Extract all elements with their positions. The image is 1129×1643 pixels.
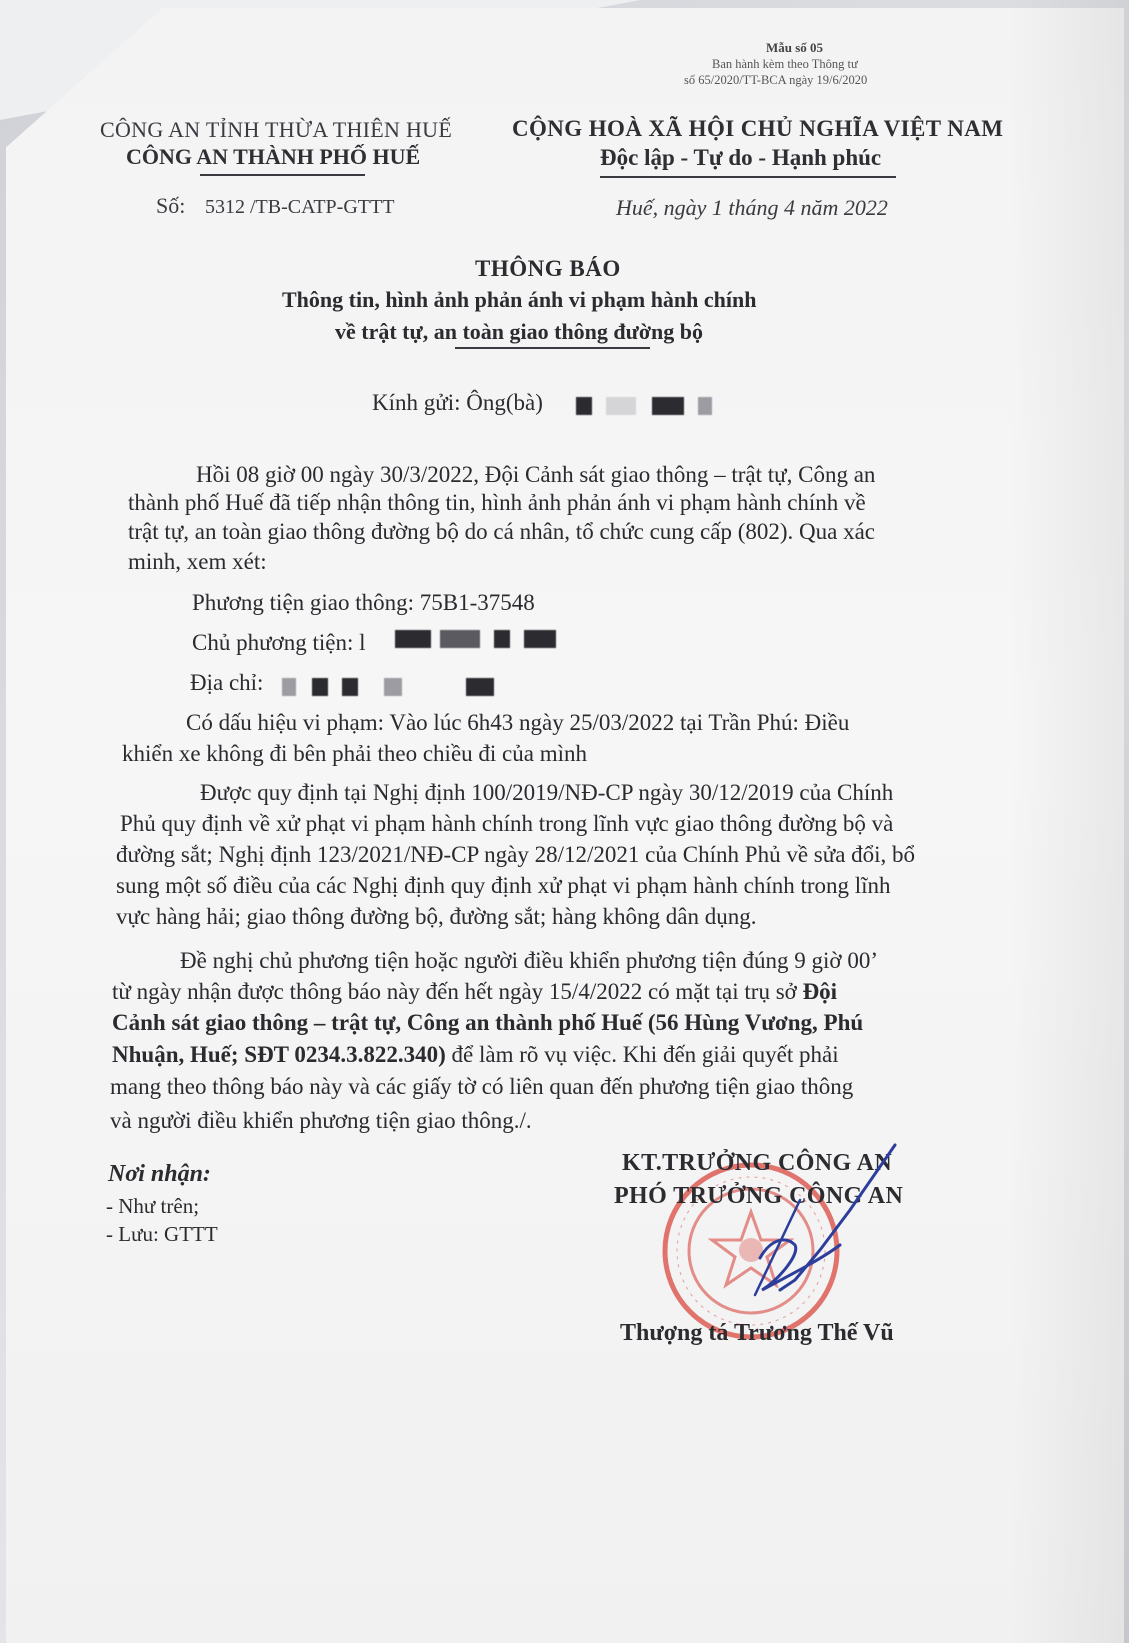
redacted-recipient-name xyxy=(652,397,684,415)
recipients-label: Nơi nhận: xyxy=(108,1161,211,1187)
redacted-recipient-name xyxy=(606,397,636,415)
body-line: khiển xe không đi bên phải theo chiều đi của mình xyxy=(122,741,587,766)
national-title: CỘNG HOÀ XÃ HỘI CHỦ NGHĨA VIỆT NAM xyxy=(512,116,1004,141)
signature-authority: KT.TRƯỞNG CÔNG AN xyxy=(622,1150,893,1176)
body-line: Có dấu hiệu vi phạm: Vào lúc 6h43 ngày 25/03/2022 tại Trần Phú: Điều xyxy=(186,710,850,735)
body-line: Được quy định tại Nghị định 100/2019/NĐ-CP ngày 30/12/2019 của Chính xyxy=(200,780,894,805)
redacted-address xyxy=(282,678,296,696)
body-text-bold: Đội xyxy=(802,979,838,1004)
vehicle-owner: Chủ phương tiện: l xyxy=(192,630,366,655)
body-line: Phủ quy định về xử phạt vi phạm hành chính trong lĩnh vực giao thông đường bộ và xyxy=(120,811,894,836)
recipient-item: - Lưu: GTTT xyxy=(106,1222,218,1246)
body-line xyxy=(112,1042,839,1068)
body-line: sung một số điều của các Nghị định quy định xử phạt vi phạm hành chính trong lĩnh xyxy=(116,873,891,898)
redacted-address xyxy=(466,678,494,696)
form-number: Mẫu số 05 xyxy=(766,40,824,55)
signature-title: PHÓ TRƯỞNG CÔNG AN xyxy=(614,1183,904,1209)
redacted-address xyxy=(384,678,402,696)
body-line xyxy=(112,979,837,1005)
recipient-item: - Như trên; xyxy=(106,1194,200,1218)
form-circular-ref: số 65/2020/TT-BCA ngày 19/6/2020 xyxy=(684,73,868,87)
parent-agency: CÔNG AN TỈNH THỪA THIÊN HUẾ xyxy=(100,117,453,142)
redacted-address xyxy=(342,678,358,696)
handwritten-signature xyxy=(700,1140,920,1310)
owner-address: Địa chỉ: xyxy=(190,670,264,695)
place-date: Huế, ngày 1 tháng 4 năm 2022 xyxy=(616,195,888,220)
redacted-recipient-name xyxy=(576,397,592,415)
body-line: Hồi 08 giờ 00 ngày 30/3/2022, Đội Cảnh sát giao thông – trật tự, Công an xyxy=(196,462,876,487)
motto-underline xyxy=(600,176,896,178)
redacted-address xyxy=(312,678,328,696)
document-subtitle-line1: Thông tin, hình ảnh phản ánh vi phạm hành chính xyxy=(282,287,757,312)
body-line: Cảnh sát giao thông – trật tự, Công an thành phố Huế (56 Hùng Vương, Phú xyxy=(112,1010,864,1035)
national-motto: Độc lập - Tự do - Hạnh phúc xyxy=(600,145,882,170)
body-text-bold: Nhuận, Huế; SĐT 0234.3.822.340) xyxy=(112,1042,446,1067)
doc-number-label: Số: xyxy=(156,193,186,218)
subtitle-underline xyxy=(455,347,650,349)
signer-name: Thượng tá Trương Thế Vũ xyxy=(620,1320,894,1346)
document-title: THÔNG BÁO xyxy=(475,256,621,281)
issuing-agency: CÔNG AN THÀNH PHỐ HUẾ xyxy=(126,144,421,169)
body-text: từ ngày nhận được thông báo này đến hết ngày 15/4/2022 có mặt tại trụ sở xyxy=(112,979,797,1004)
body-line: vực hàng hải; giao thông đường bộ, đường sắt; hàng không dân dụng. xyxy=(116,904,757,929)
vehicle-plate: Phương tiện giao thông: 75B1-37548 xyxy=(192,590,535,615)
redacted-owner-name xyxy=(395,630,431,648)
page-shadow xyxy=(1009,0,1129,1643)
body-text: để làm rõ vụ việc. Khi đến giải quyết phải xyxy=(451,1042,839,1067)
doc-number: 5312 /TB-CATP-GTTT xyxy=(205,196,395,218)
document-subtitle-line2: về trật tự, an toàn giao thông đường bộ xyxy=(335,319,704,344)
body-line: trật tự, an toàn giao thông đường bộ do cá nhân, tổ chức cung cấp (802). Qua xác xyxy=(128,519,876,544)
redacted-owner-name xyxy=(440,630,480,648)
body-line: đường sắt; Nghị định 123/2021/NĐ-CP ngày 28/12/2021 của Chính Phủ về sửa đổi, bổ xyxy=(116,842,916,867)
redacted-owner-name xyxy=(524,630,556,648)
body-line: thành phố Huế đã tiếp nhận thông tin, hình ảnh phản ánh vi phạm hành chính về xyxy=(128,490,866,515)
body-line: và người điều khiển phương tiện giao thông./. xyxy=(110,1108,532,1133)
body-line: Đề nghị chủ phương tiện hoặc người điều khiển phương tiện đúng 9 giờ 00’ xyxy=(180,948,878,973)
form-issued-with: Ban hành kèm theo Thông tư xyxy=(712,57,858,71)
redacted-recipient-name xyxy=(698,397,712,415)
redacted-owner-name xyxy=(494,630,510,648)
body-line: mang theo thông báo này và các giấy tờ có liên quan đến phương tiện giao thông xyxy=(110,1074,854,1099)
body-line: minh, xem xét: xyxy=(128,549,267,574)
greeting: Kính gửi: Ông(bà) xyxy=(372,390,543,415)
agency-underline xyxy=(200,174,365,176)
